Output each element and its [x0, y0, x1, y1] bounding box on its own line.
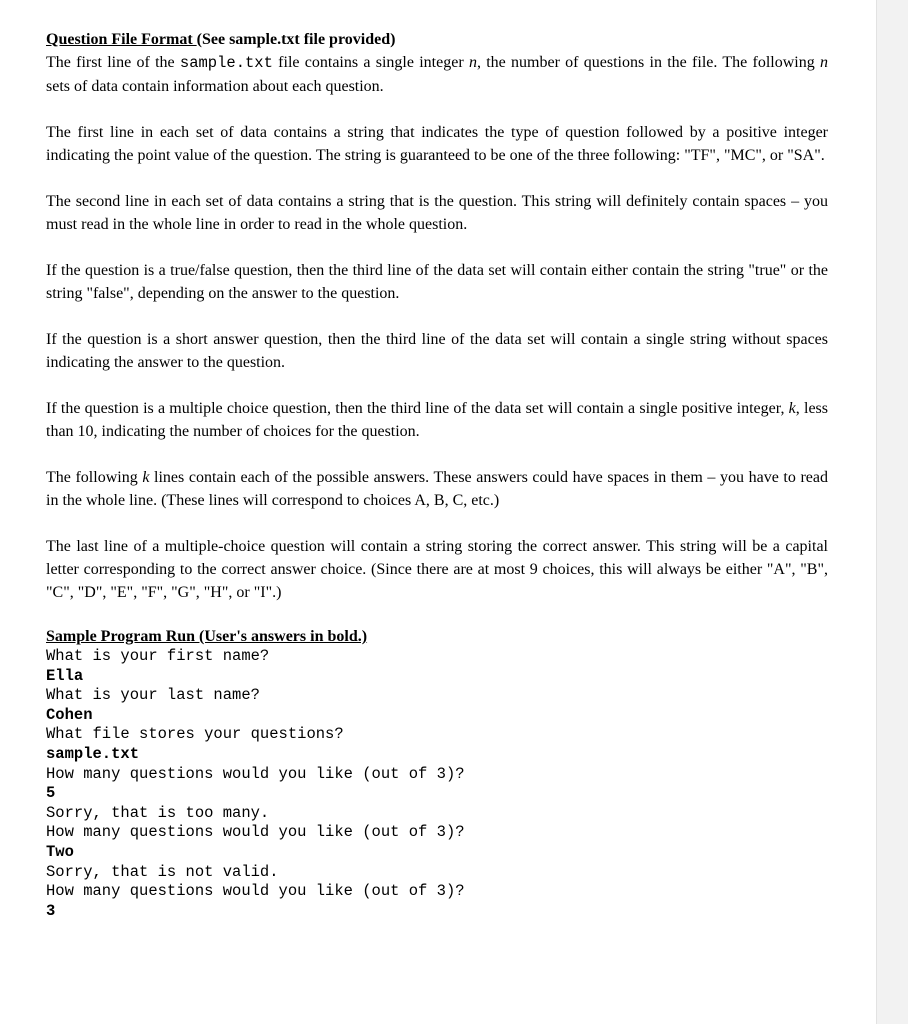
console-user-input: Cohen — [46, 705, 93, 724]
paragraph-spacer — [46, 305, 828, 328]
paragraph-first-line — [46, 51, 828, 98]
console-prompt: How many questions would you like (out of 3)? — [46, 764, 465, 783]
variable-k: k — [788, 400, 796, 417]
console-prompt: Sorry, that is too many. — [46, 803, 270, 822]
paragraph-spacer — [46, 236, 828, 259]
paragraph-text: The first line of the — [46, 54, 180, 71]
paragraph-text: , the number of questions in the file. The following — [476, 54, 820, 71]
paragraph-answer-lines — [46, 466, 828, 512]
document-content — [46, 29, 828, 921]
paragraph-short-answer: If the question is a short answer question, then the third line of the data set will contain a single string without spaces indicating the answer to the question. — [46, 331, 828, 371]
sample-run-heading: Sample Program Run (User's answers in bold.) — [46, 628, 368, 645]
paragraph-multiple-choice — [46, 397, 828, 443]
variable-n: n — [468, 54, 477, 71]
console-prompt: What file stores your questions? — [46, 725, 344, 744]
console-prompt: How many questions would you like (out of 3)? — [46, 882, 465, 901]
paragraph-text: , less than 10, indicating the number of choices for the question. — [46, 400, 829, 440]
inline-code-filename: sample.txt — [179, 54, 273, 72]
variable-n: n — [820, 54, 828, 71]
console-user-input: 3 — [46, 901, 56, 920]
paragraph-text: sets of data contain information about each question. — [46, 78, 384, 95]
console-user-input: sample.txt — [46, 744, 140, 763]
paragraph-true-false: If the question is a true/false question, then the third line of the data set will contain either contain the string "true" or the string "false", depending on the answer to the question. — [46, 262, 828, 302]
console-user-input: 5 — [46, 784, 56, 803]
variable-k: k — [142, 469, 150, 486]
section-heading-title: Question File Format — [46, 31, 197, 48]
paragraph-question-type: The first line in each set of data contains a string that indicates the type of question followed by a positive integer indicating the point value of the question. The string is guaranteed to be one of the three following: "TF", "MC", or "SA". — [46, 124, 828, 164]
paragraph-text: file contains a single integer — [272, 54, 469, 71]
paragraph-question-text: The second line in each set of data contains a string that is the question. This string will definitely contain spaces – you must read in the whole line in order to read in the whole question. — [46, 193, 828, 233]
paragraph-text: The following — [46, 469, 143, 486]
paragraph-spacer — [46, 374, 828, 397]
section-heading — [46, 29, 828, 51]
console-user-input: Two — [46, 842, 74, 861]
paragraph-text: If the question is a multiple choice question, then the third line of the data set will contain a single positive integer, — [46, 400, 789, 417]
section-heading-note: (See sample.txt file provided) — [196, 31, 396, 48]
paragraph-text: lines contain each of the possible answers. These answers could have spaces in them – you have to read in the whole line. (These lines will correspond to choices A, B, C, etc.) — [46, 469, 828, 509]
console-prompt: Sorry, that is not valid. — [46, 862, 279, 881]
side-panel — [876, 0, 908, 1024]
console-user-input: Ella — [46, 666, 84, 685]
console-prompt: How many questions would you like (out of 3)? — [46, 823, 465, 842]
paragraph-correct-answer: The last line of a multiple-choice question will contain a string storing the correct answer. This string will be a capital letter corresponding to the correct answer choice. (Since there are at most 9 choices, this will always be either "A", "B", "C", "D", "E", "F", "G", "H", or "I".) — [46, 538, 828, 601]
paragraph-spacer — [46, 604, 828, 627]
paragraph-spacer — [46, 443, 828, 466]
console-prompt: What is your first name? — [46, 647, 270, 665]
paragraph-spacer — [46, 98, 828, 121]
console-prompt: What is your last name? — [46, 686, 260, 705]
paragraph-spacer — [46, 167, 828, 190]
sample-run-console — [46, 647, 828, 921]
paragraph-spacer — [46, 512, 828, 535]
